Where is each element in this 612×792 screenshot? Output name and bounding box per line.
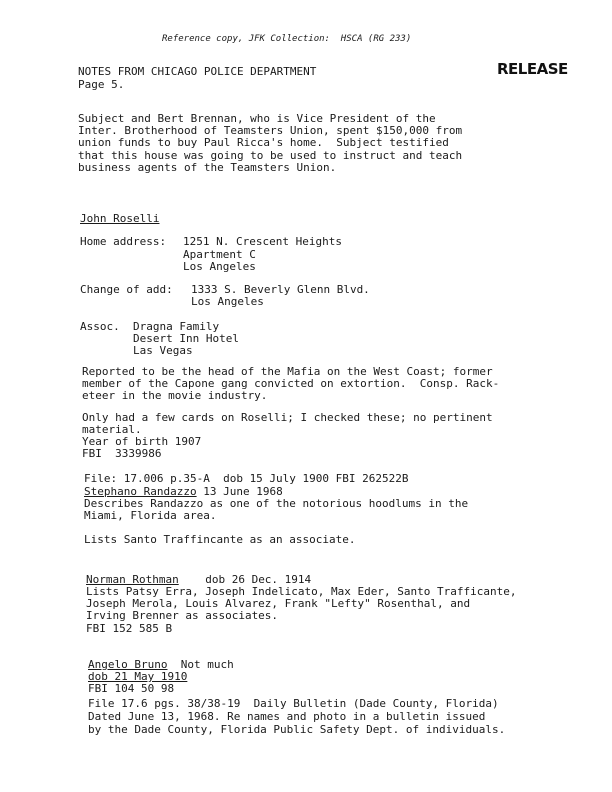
bulletin-line: by the Dade County, Florida Public Safety Dept. of individuals. <box>88 723 506 736</box>
associates-label: Assoc. <box>80 320 120 333</box>
reported-line: member of the Capone gang convicted on extortion. Consp. Rack- <box>82 377 500 390</box>
home-address-line: 1251 N. Crescent Heights <box>183 235 342 248</box>
reported-line: eteer in the movie industry. <box>82 389 268 402</box>
randazzo-desc-line: Miami, Florida area. <box>84 509 217 522</box>
subject-name-roselli: John Roselli <box>80 212 160 225</box>
associate-line: Las Vegas <box>133 344 193 357</box>
cards-line: Only had a few cards on Roselli; I checked these; no pertinent <box>82 411 493 424</box>
randazzo-date: 13 June 1968 <box>196 485 283 498</box>
page-number: Page 5. <box>78 78 125 91</box>
bulletin-line: Dated June 13, 1968. Re names and photo in a bulletin issued <box>88 710 486 723</box>
bruno-note: Not much <box>167 658 234 671</box>
rothman-line: Irving Brenner as associates. <box>86 609 279 622</box>
associate-line: Desert Inn Hotel <box>133 332 239 345</box>
subject-name-randazzo: Stephano Randazzo <box>84 485 197 498</box>
change-address-line: 1333 S. Beverly Glenn Blvd. <box>191 283 370 296</box>
subject-name-rothman: Norman Rothman <box>86 573 179 586</box>
home-address-line: Apartment C <box>183 248 256 261</box>
rothman-line: Joseph Merola, Louis Alvarez, Frank "Lefty" Rosenthal, and <box>86 597 471 610</box>
intro-line: business agents of the Teamsters Union. <box>78 161 337 174</box>
home-address-line: Los Angeles <box>183 260 256 273</box>
bulletin-line: File 17.6 pgs. 38/38-19 Daily Bulletin (Dade County, Florida) <box>88 697 499 710</box>
document-title: NOTES FROM CHICAGO POLICE DEPARTMENT <box>78 65 317 78</box>
fbi-number: FBI 104 50 98 <box>88 682 175 695</box>
birth-year: Year of birth 1907 <box>82 435 202 448</box>
fbi-number: FBI 152 585 B <box>86 622 173 635</box>
rothman-line: Lists Patsy Erra, Joseph Indelicato, Max Eder, Santo Trafficante, <box>86 585 517 598</box>
cards-line: material. <box>82 423 142 436</box>
change-address-label: Change of add: <box>80 283 173 296</box>
home-address-label: Home address: <box>80 235 167 248</box>
associate-line: Dragna Family <box>133 320 220 333</box>
randazzo-associate: Lists Santo Traffincante as an associate. <box>84 533 356 546</box>
change-address-line: Los Angeles <box>191 295 264 308</box>
rothman-dob: dob 26 Dec. 1914 <box>178 573 312 586</box>
bruno-dob: dob 21 May 1910 <box>88 670 188 683</box>
randazzo-desc-line: Describes Randazzo as one of the notorious hoodlums in the <box>84 497 469 510</box>
intro-line: Inter. Brotherhood of Teamsters Union, spent $150,000 from <box>78 124 463 137</box>
release-stamp: RELEASE <box>497 60 568 78</box>
intro-line: that this house was going to be used to instruct and teach <box>78 149 463 162</box>
subject-name-bruno: Angelo Bruno <box>88 658 168 671</box>
intro-line: Subject and Bert Brennan, who is Vice President of the <box>78 112 436 125</box>
reference-header: Reference copy, JFK Collection: HSCA (RG 233) <box>162 34 412 44</box>
file-reference: File: 17.006 p.35-A dob 15 July 1900 FBI 262522B <box>84 472 409 485</box>
reported-line: Reported to be the head of the Mafia on the West Coast; former <box>82 365 493 378</box>
intro-line: union funds to buy Paul Ricca's home. Subject testified <box>78 136 449 149</box>
fbi-number: FBI 3339986 <box>82 447 162 460</box>
